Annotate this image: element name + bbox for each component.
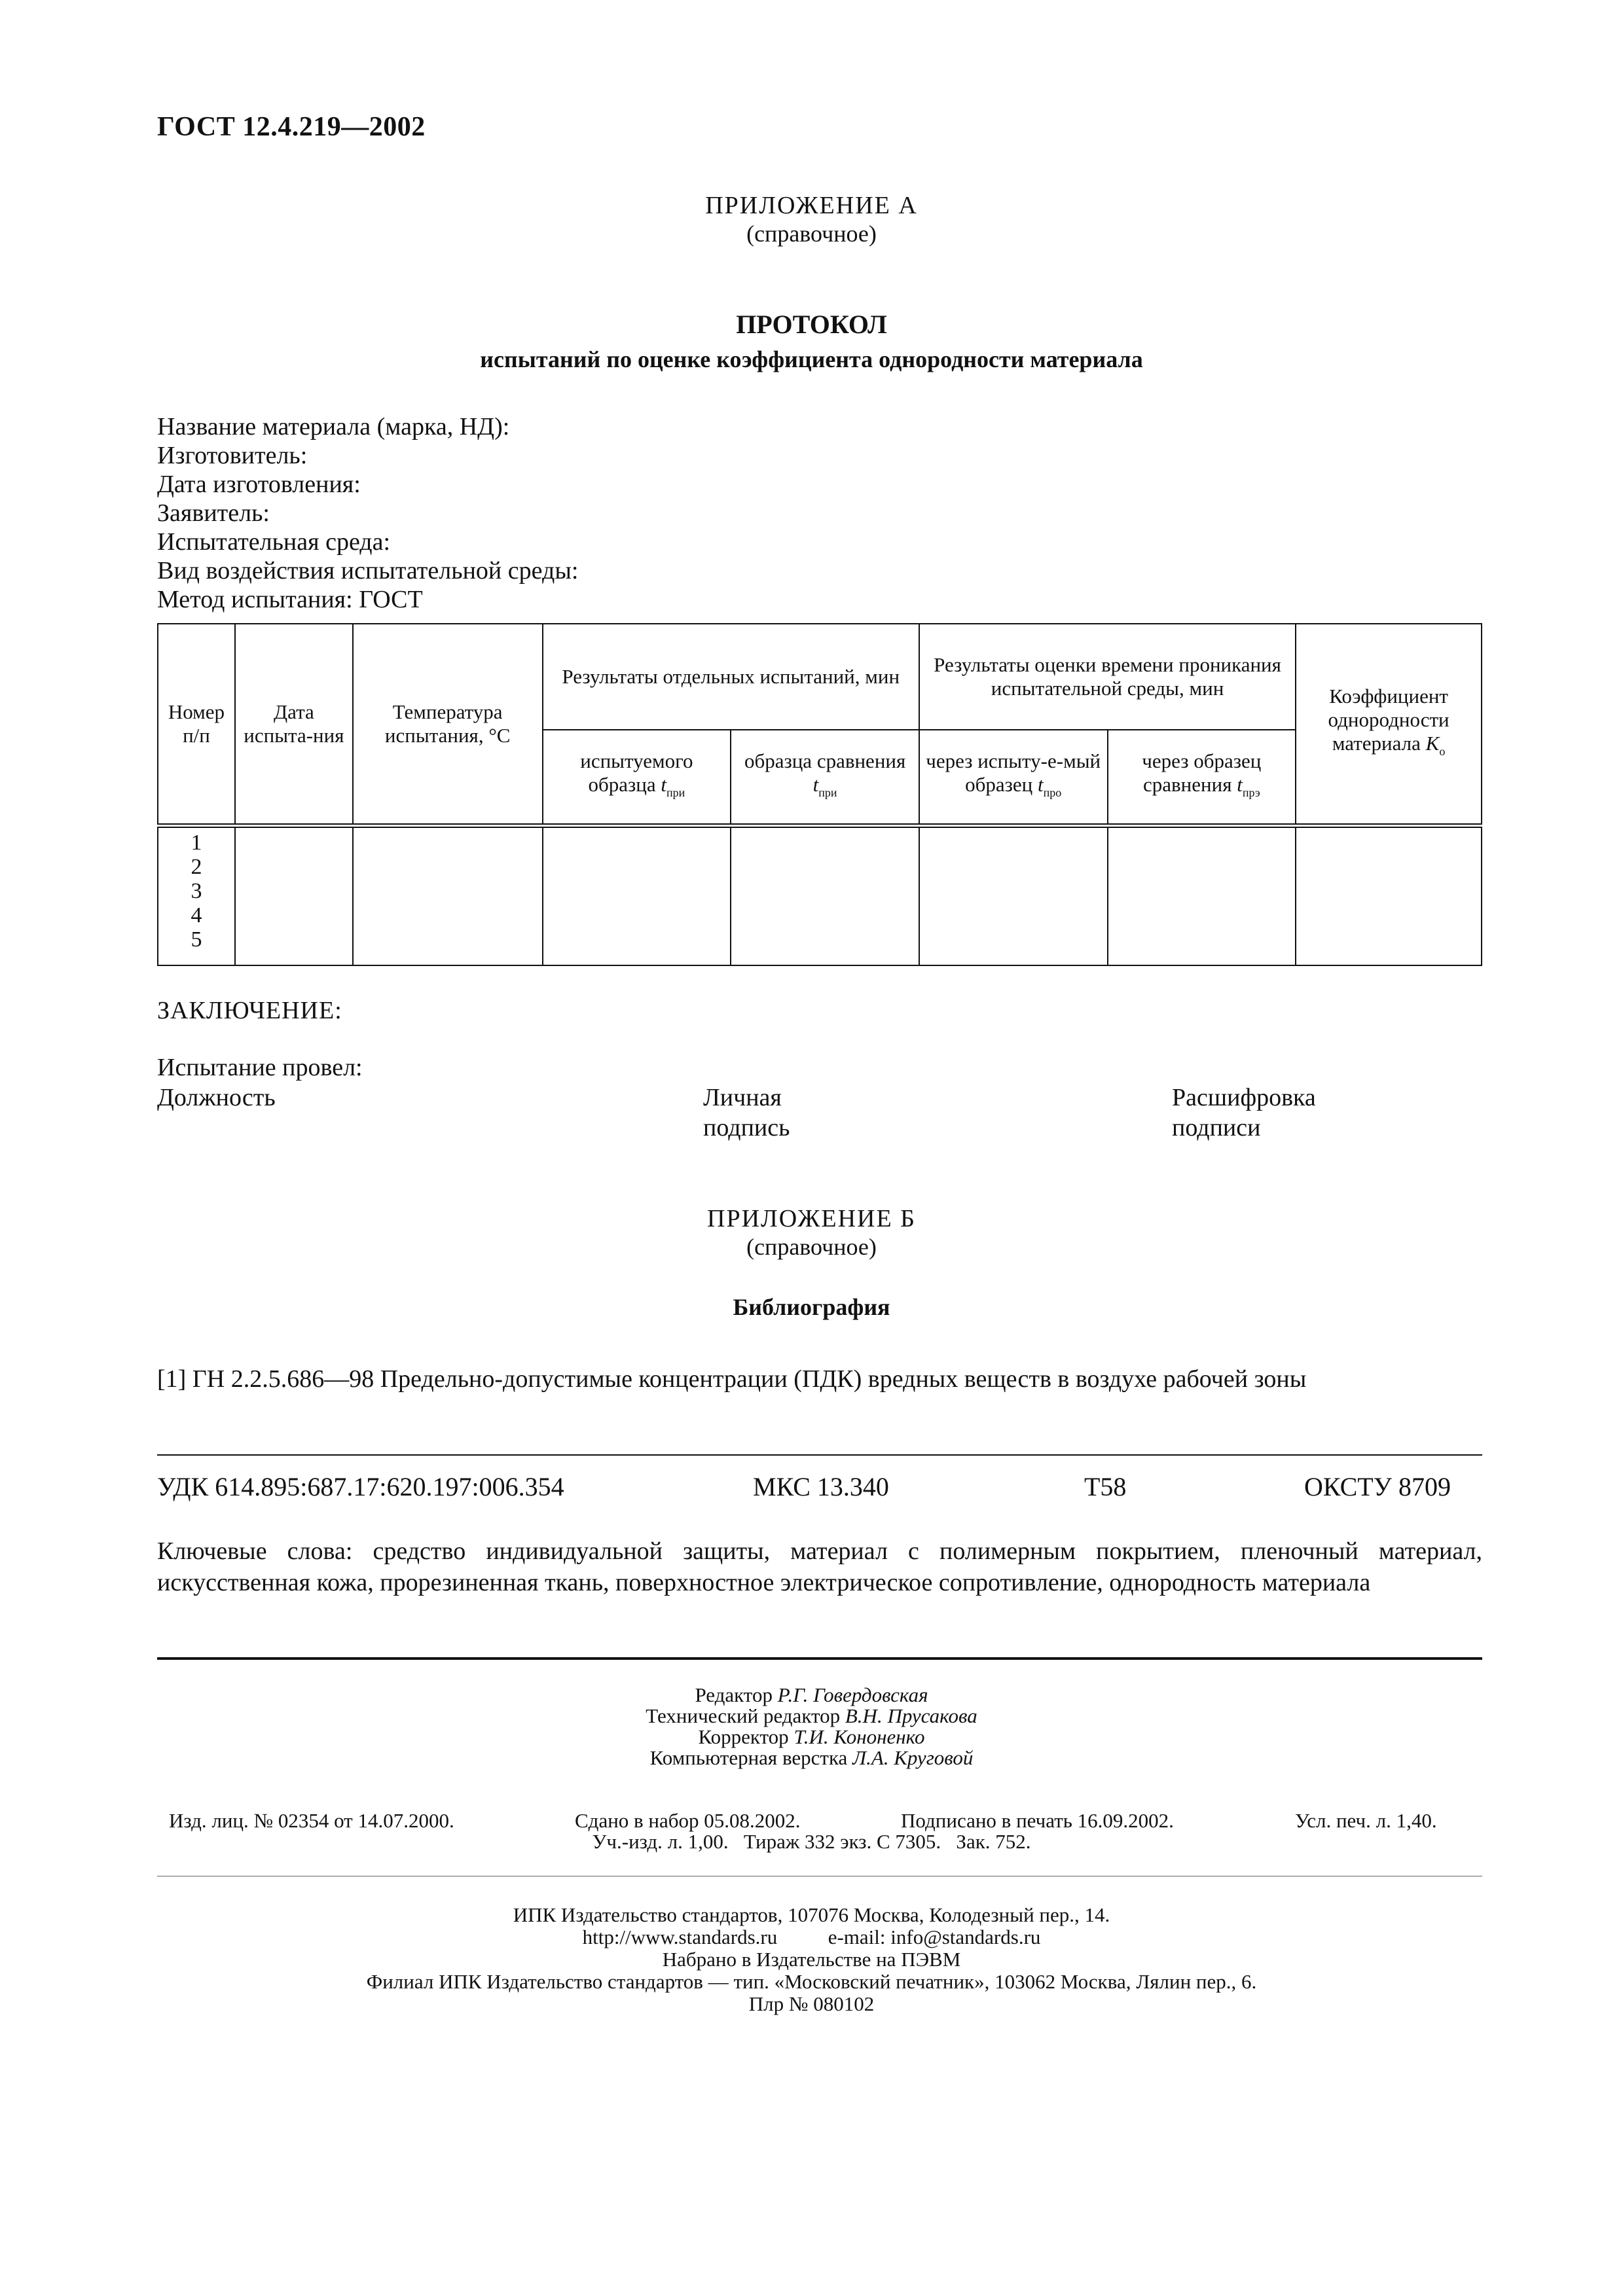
coefficient-label: Коэффициент однородности материала [1328,684,1450,755]
license-info: Изд. лиц. № 02354 от 14.07.2000. [169,1809,454,1832]
table-row: 2 [191,854,202,879]
publisher-address: ИПК Издательство стандартов, 107076 Москва, Колодезный пер., 14. [513,1903,1110,1926]
layout-line: Компьютерная верстка Л.А. Круговой [649,1746,974,1769]
header-number: Номер п/п [158,624,235,825]
mks-code: МКС 13.340 [753,1472,889,1501]
through-compare-label: через образец сравнения [1142,749,1262,796]
header-through-tested [919,730,1108,825]
cell-temperature [353,825,543,965]
publisher-contacts: http://www.standards.ru e-mail: info@standards.ru [582,1926,1041,1948]
printing-branch: Филиал ИПК Издательство стандартов — тип. «Московский печатник», 103062 Москва, Лялин пер., 6. [366,1970,1257,1993]
field-test-environment: Испытательная среда: [157,528,391,556]
t-code: Т58 [1084,1472,1127,1501]
cell-coefficient [1296,825,1482,965]
table-row: 1 [191,830,202,855]
protocol-table [157,623,1482,966]
t-symbol: t [661,772,667,796]
divider [157,1657,1482,1660]
okstu-code: ОКСТУ 8709 [1304,1472,1451,1501]
t-symbol: t [1237,772,1243,796]
compare-sample-label: образца сравнения [744,749,906,772]
publication-details: Уч.-изд. л. 1,00. Тираж 332 экз. С 7305. Зак. 752. [592,1830,1031,1853]
cell-through-tested [919,825,1108,965]
signature-decode-label: Расшифровка подписи [1172,1084,1316,1141]
performed-by-label: Испытание провел: [157,1054,363,1081]
field-exposure-type: Вид воздействия испытательной среды: [157,557,579,584]
conclusion-label: ЗАКЛЮЧЕНИЕ: [157,997,342,1024]
t-symbol: t [1038,772,1044,796]
position-label: Должность [157,1084,276,1111]
header-temperature: Температура испытания, °С [353,624,543,825]
udk-code: УДК 614.895:687.17:620.197:006.354 [157,1472,564,1501]
header-coefficient [1296,624,1482,825]
header-tested-sample [543,730,731,825]
tech-editor-line: Технический редактор В.Н. Прусакова [646,1704,977,1727]
cell-compare [731,825,919,965]
bibliography-heading: Библиография [733,1294,890,1320]
appendix-a-status: (справочное) [746,221,877,247]
table-row: 3 [191,878,202,903]
row-numbers [158,825,235,965]
table-row: 5 [191,927,202,952]
coefficient-subscript: о [1439,744,1446,758]
t-subscript: при [666,785,685,799]
t-symbol: t [812,772,819,796]
editor-line: Редактор Р.Г. Говердовская [695,1683,928,1706]
cell-date [235,825,353,965]
cell-through-compare [1108,825,1296,965]
protocol-title: ПРОТОКОЛ [736,310,887,339]
field-material-name: Название материала (марка, НД): [157,413,510,440]
header-compare-sample [731,730,919,825]
document-header: ГОСТ 12.4.219—2002 [157,112,426,142]
table-row: 4 [191,903,202,927]
appendix-b-title: ПРИЛОЖЕНИЕ Б [707,1205,916,1232]
keywords: Ключевые слова: средство индивидуальной защиты, материал с полимерным покрытием, пленочный материал, искусственная кожа, прорезиненная ткань, поверхностное электрическое сопротивление, однородность материала [157,1537,1482,1596]
plr-number: Плр № 080102 [748,1992,875,2015]
appendix-a-title: ПРИЛОЖЕНИЕ А [705,192,918,219]
header-eval-group: Результаты оценки времени проникания испытательной среды, мин [919,624,1296,730]
t-subscript: при [818,785,837,799]
corrector-line: Корректор Т.И. Кононенко [698,1725,925,1748]
tested-sample-label: испытуемого образца [580,749,693,796]
cell-tested [543,825,731,965]
personal-signature-label: Личная подпись [703,1084,790,1141]
field-manufacturer: Изготовитель: [157,442,308,469]
through-tested-label: через испыту-е-мый образец [926,749,1101,796]
header-date: Дата испыта-ния [235,624,353,825]
coefficient-symbol: K [1425,731,1440,755]
signed-to-print: Подписано в печать 16.09.2002. [901,1809,1174,1832]
field-manufacture-date: Дата изготовления: [157,471,361,498]
bibliography-item: [1] ГН 2.2.5.686—98 Предельно-допустимые концентрации (ПДК) вредных веществ в воздухе рабочей зоны [157,1365,1307,1393]
typeset-note: Набрано в Издательстве на ПЭВМ [662,1948,961,1971]
field-test-method: Метод испытания: ГОСТ [157,586,423,613]
appendix-b-status: (справочное) [746,1234,877,1260]
header-results-group: Результаты отдельных испытаний, мин [543,624,919,730]
t-subscript: про [1043,785,1062,799]
header-through-compare [1108,730,1296,825]
sent-to-set: Сдано в набор 05.08.2002. [575,1809,801,1832]
t-subscript: прэ [1242,785,1260,799]
protocol-subtitle: испытаний по оценке коэффициента однородности материала [480,346,1143,372]
divider [157,1454,1482,1456]
printed-sheets: Усл. печ. л. 1,40. [1295,1809,1437,1832]
field-applicant: Заявитель: [157,499,270,527]
